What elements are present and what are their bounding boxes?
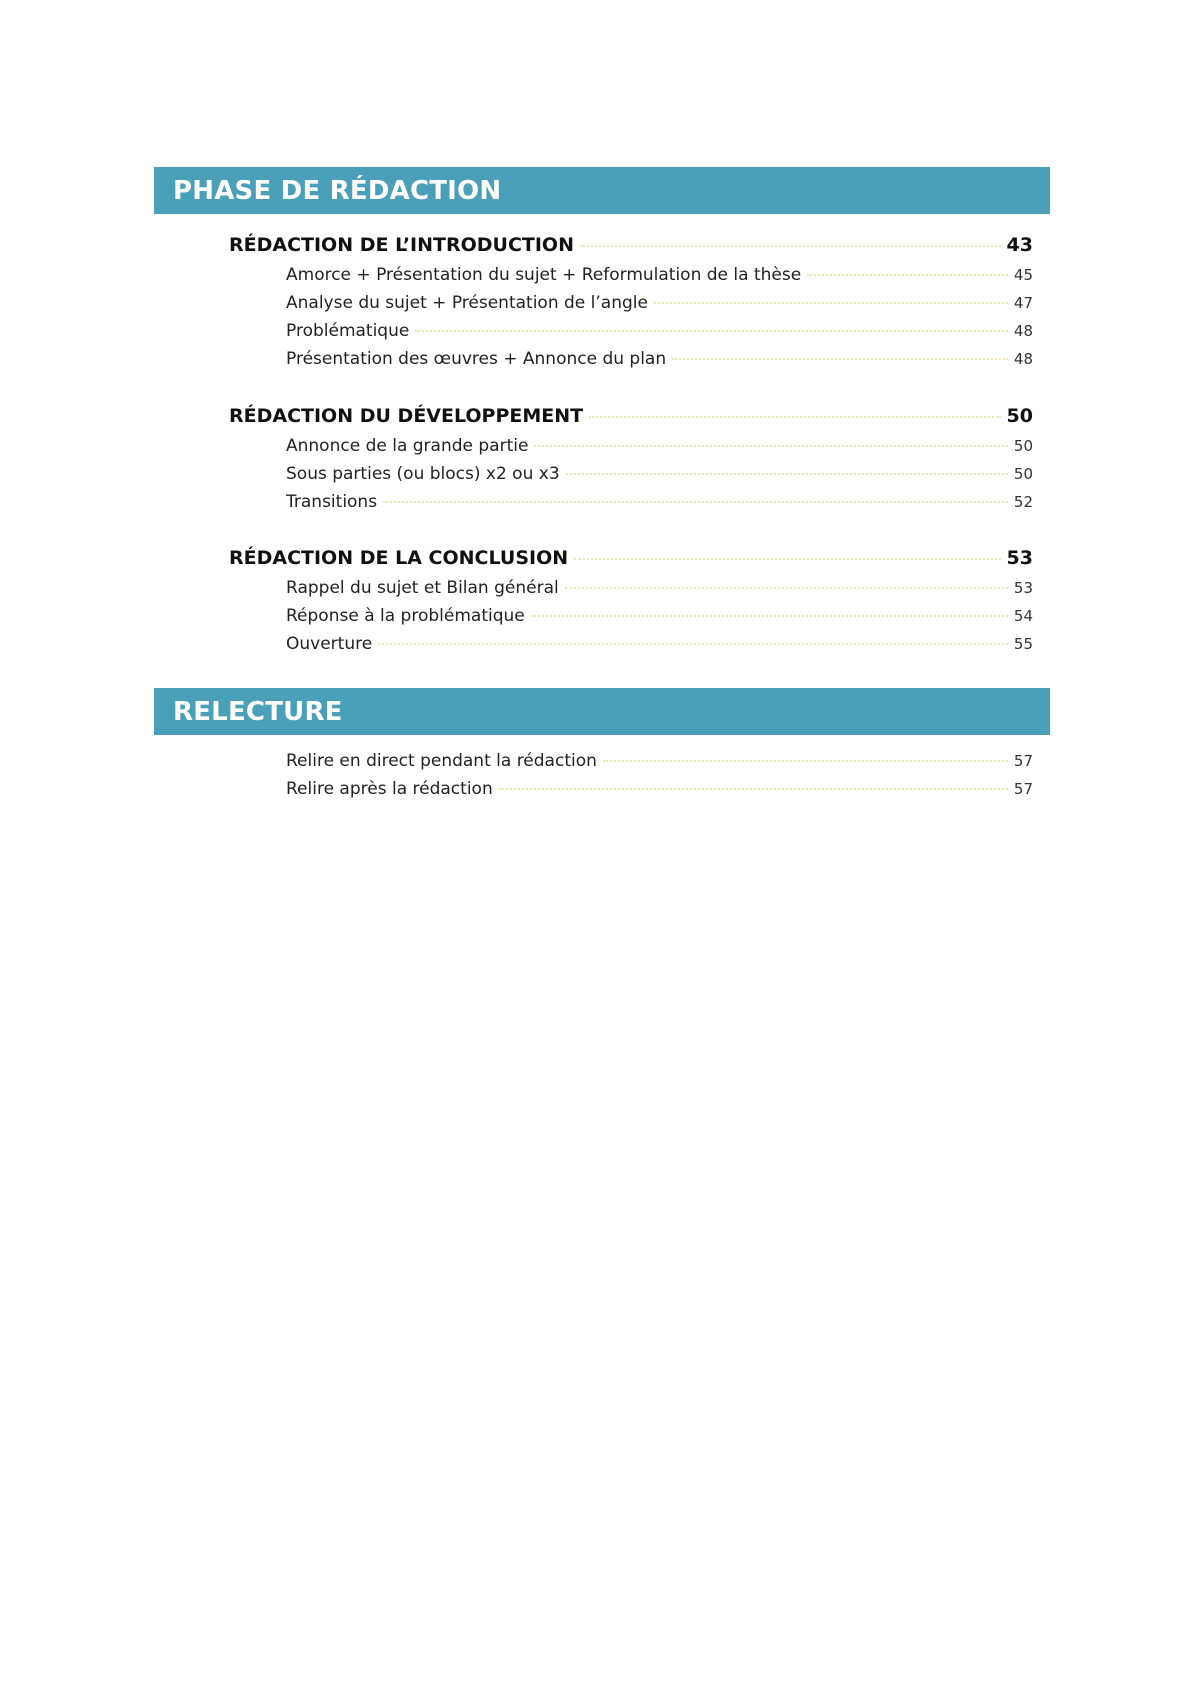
item-page-number: 57 [1013, 780, 1033, 798]
toc-item-row[interactable] [229, 265, 1033, 293]
toc-chapter-developpement [229, 405, 1033, 520]
chapter-page-number: 53 [1006, 547, 1033, 569]
chapter-page-number: 43 [1006, 234, 1033, 256]
dot-leader [383, 501, 1008, 503]
item-label: Réponse à la problématique [286, 606, 525, 626]
toc-item-row[interactable] [229, 751, 1033, 779]
toc-item-row[interactable] [229, 779, 1033, 807]
item-page-number: 57 [1013, 752, 1033, 770]
toc-chapter-row[interactable] [229, 405, 1033, 436]
item-label: Sous parties (ou blocs) x2 ou x3 [286, 464, 560, 484]
dot-leader [566, 473, 1008, 475]
toc-relecture-items [229, 751, 1033, 807]
section-title: RELECTURE [173, 696, 343, 727]
toc-item-row[interactable] [229, 349, 1033, 377]
toc-item-row[interactable] [229, 464, 1033, 492]
chapter-title: RÉDACTION DE L’INTRODUCTION [229, 234, 574, 256]
item-page-number: 53 [1013, 579, 1033, 597]
item-label: Transitions [286, 492, 378, 512]
section-title: PHASE DE RÉDACTION [173, 175, 502, 206]
item-page-number: 55 [1013, 635, 1033, 653]
chapter-page-number: 50 [1006, 405, 1033, 427]
toc-chapter-row[interactable] [229, 234, 1033, 265]
dot-leader [378, 643, 1008, 645]
section-banner-phase-de-redaction [154, 167, 1050, 214]
item-label: Rappel du sujet et Bilan général [286, 578, 559, 598]
dot-leader [580, 245, 1001, 247]
dot-leader [807, 274, 1008, 276]
toc-item-row[interactable] [229, 492, 1033, 520]
dot-leader [574, 558, 1000, 560]
dot-leader [654, 302, 1008, 304]
item-page-number: 54 [1013, 607, 1033, 625]
item-label: Problématique [286, 321, 410, 341]
item-page-number: 47 [1013, 294, 1033, 312]
toc-item-row[interactable] [229, 578, 1033, 606]
item-page-number: 45 [1013, 266, 1033, 284]
chapter-title: RÉDACTION DE LA CONCLUSION [229, 547, 569, 569]
toc-item-row[interactable] [229, 606, 1033, 634]
item-label: Amorce + Présentation du sujet + Reformulation de la thèse [286, 265, 802, 285]
toc-chapter-introduction [229, 234, 1033, 377]
item-page-number: 48 [1013, 322, 1033, 340]
dot-leader [534, 445, 1007, 447]
item-label: Présentation des œuvres + Annonce du plan [286, 349, 667, 369]
toc-item-row[interactable] [229, 634, 1033, 662]
item-label: Analyse du sujet + Présentation de l’angle [286, 293, 648, 313]
dot-leader [603, 760, 1008, 762]
item-label: Ouverture [286, 634, 373, 654]
item-page-number: 48 [1013, 350, 1033, 368]
toc-item-row[interactable] [229, 436, 1033, 464]
item-label: Annonce de la grande partie [286, 436, 529, 456]
dot-leader [499, 788, 1008, 790]
dot-leader [589, 416, 1000, 418]
dot-leader [672, 358, 1008, 360]
toc-chapter-row[interactable] [229, 547, 1033, 578]
toc-chapter-conclusion [229, 547, 1033, 662]
chapter-title: RÉDACTION DU DÉVELOPPEMENT [229, 405, 584, 427]
item-page-number: 50 [1013, 465, 1033, 483]
item-page-number: 52 [1013, 493, 1033, 511]
item-label: Relire en direct pendant la rédaction [286, 751, 597, 771]
dot-leader [531, 615, 1008, 617]
section-banner-relecture [154, 688, 1050, 735]
dot-leader [415, 330, 1008, 332]
item-label: Relire après la rédaction [286, 779, 493, 799]
item-page-number: 50 [1013, 437, 1033, 455]
dot-leader [565, 587, 1008, 589]
toc-item-row[interactable] [229, 293, 1033, 321]
toc-item-row[interactable] [229, 321, 1033, 349]
